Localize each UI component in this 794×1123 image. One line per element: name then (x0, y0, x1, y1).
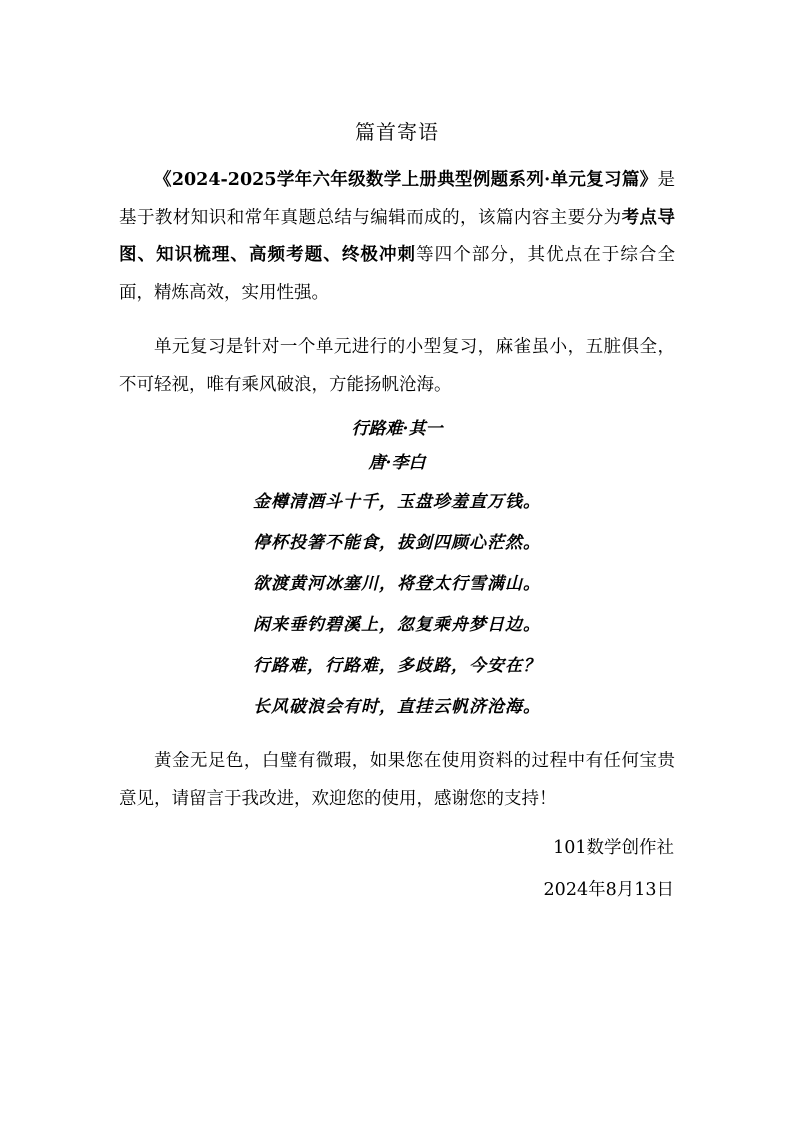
poem-author: 唐·李白 (368, 453, 426, 473)
review-paragraph: 单元复习是针对一个单元进行的小型复习，麻雀虽小，五脏俱全，不可轻视，唯有乘风破浪，方能扬帆沧海。 (119, 337, 675, 395)
poem-block (0, 412, 794, 728)
signature-date: 2024年8月13日 (543, 880, 674, 900)
poem-lines (0, 482, 794, 728)
intro-keywords: 考点导图、知识梳理、高频考题、终极冲刺 (119, 207, 676, 265)
poem-line: 金樽清酒斗十千，玉盘珍羞直万钱。 (253, 492, 541, 512)
poem-line: 停杯投箸不能食，拔剑四顾心茫然。 (253, 533, 541, 553)
intro-paragraph (119, 162, 675, 312)
poem-line: 欲渡黄河冰塞川，将登太行雪满山。 (253, 574, 541, 594)
poem-line: 闲来垂钓碧溪上，忽复乘舟梦日边。 (253, 615, 541, 635)
intro-text-1: 是基于教材知识和常年真题总结与编辑而成的，该篇内容主要分为 (119, 170, 675, 228)
poem-line: 行路难，行路难，多歧路，今安在？ (253, 656, 541, 676)
poem-title: 行路难·其一 (351, 419, 443, 439)
intro-text-2: 等四个部分，其优点在于综合全面，精炼高效，实用性强。 (119, 245, 676, 303)
page-title: 篇首寄语 (355, 120, 439, 144)
book-name: 《2024-2025学年六年级数学上册典型例题系列·单元复习篇》 (154, 170, 658, 190)
signature-organization: 101数学创作社 (553, 838, 674, 858)
poem-line: 长风破浪会有时，直挂云帆济沧海。 (253, 697, 541, 717)
feedback-paragraph: 黄金无足色，白璧有微瑕，如果您在使用资料的过程中有任何宝贵意见，请留言于我改进，欢迎您的使用，感谢您的支持！ (119, 751, 675, 809)
